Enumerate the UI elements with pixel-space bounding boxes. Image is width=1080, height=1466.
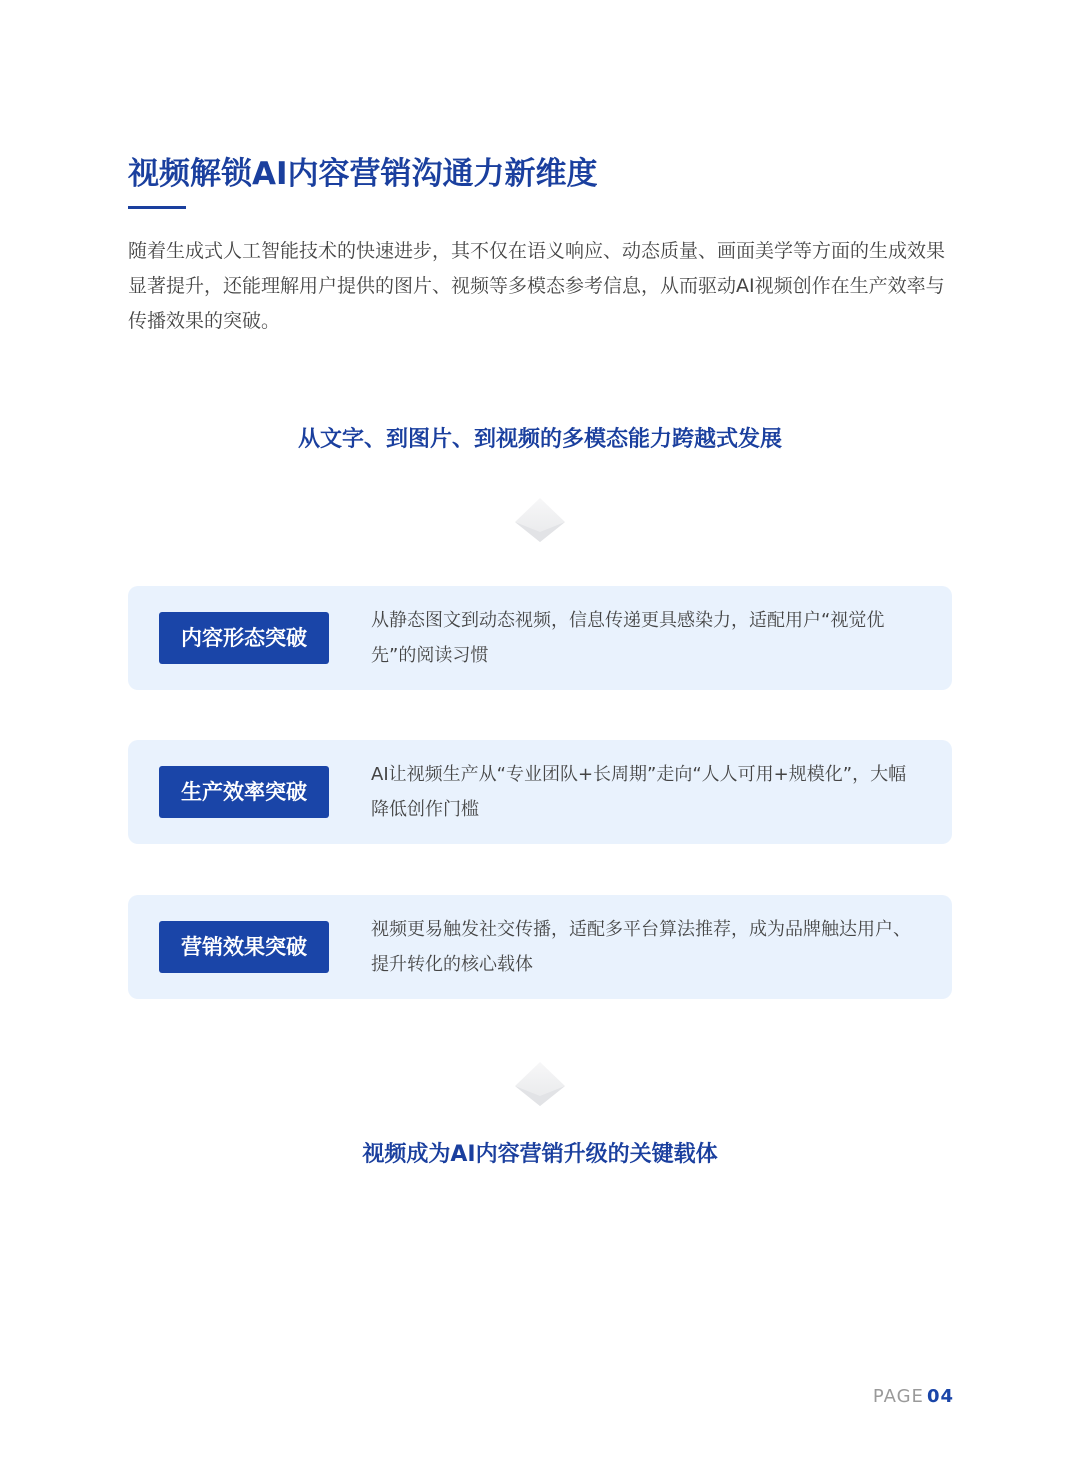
page-label: PAGE bbox=[872, 1386, 924, 1407]
page-title: 视频解锁AI内容营销沟通力新维度 bbox=[128, 156, 598, 192]
chevron-down-icon bbox=[513, 496, 567, 544]
intro-paragraph: 随着生成式人工智能技术的快速进步，其不仅在语义响应、动态质量、画面美学等方面的生成效果显著提升，还能理解用户提供的图片、视频等多模态参考信息，从而驱动AI视频创作在生产效率与传播效果的突破。 bbox=[128, 240, 946, 332]
card-description: 从静态图文到动态视频，信息传递更具感染力，适配用户“视觉优先”的阅读习惯 bbox=[371, 610, 885, 666]
page-num: 04 bbox=[926, 1386, 954, 1407]
breakthrough-card-content bbox=[128, 586, 952, 690]
card-description: 视频更易触发社交传播，适配多平台算法推荐，成为品牌触达用户、提升转化的核心载体 bbox=[371, 919, 911, 975]
card-badge: 营销效果突破 bbox=[159, 921, 329, 973]
chevron-down-icon bbox=[513, 1060, 567, 1108]
breakthrough-card-efficiency bbox=[128, 740, 952, 844]
page-number bbox=[873, 1386, 954, 1407]
card-badge: 内容形态突破 bbox=[159, 612, 329, 664]
breakthrough-card-marketing bbox=[128, 895, 952, 999]
section-subtitle-bottom: 视频成为AI内容营销升级的关键载体 bbox=[362, 1142, 718, 1167]
card-description: AI让视频生产从“专业团队+长周期”走向“人人可用+规模化”，大幅降低创作门槛 bbox=[371, 764, 907, 820]
title-underline bbox=[128, 206, 186, 209]
card-badge: 生产效率突破 bbox=[159, 766, 329, 818]
section-subtitle-top: 从文字、到图片、到视频的多模态能力跨越式发展 bbox=[297, 427, 782, 452]
